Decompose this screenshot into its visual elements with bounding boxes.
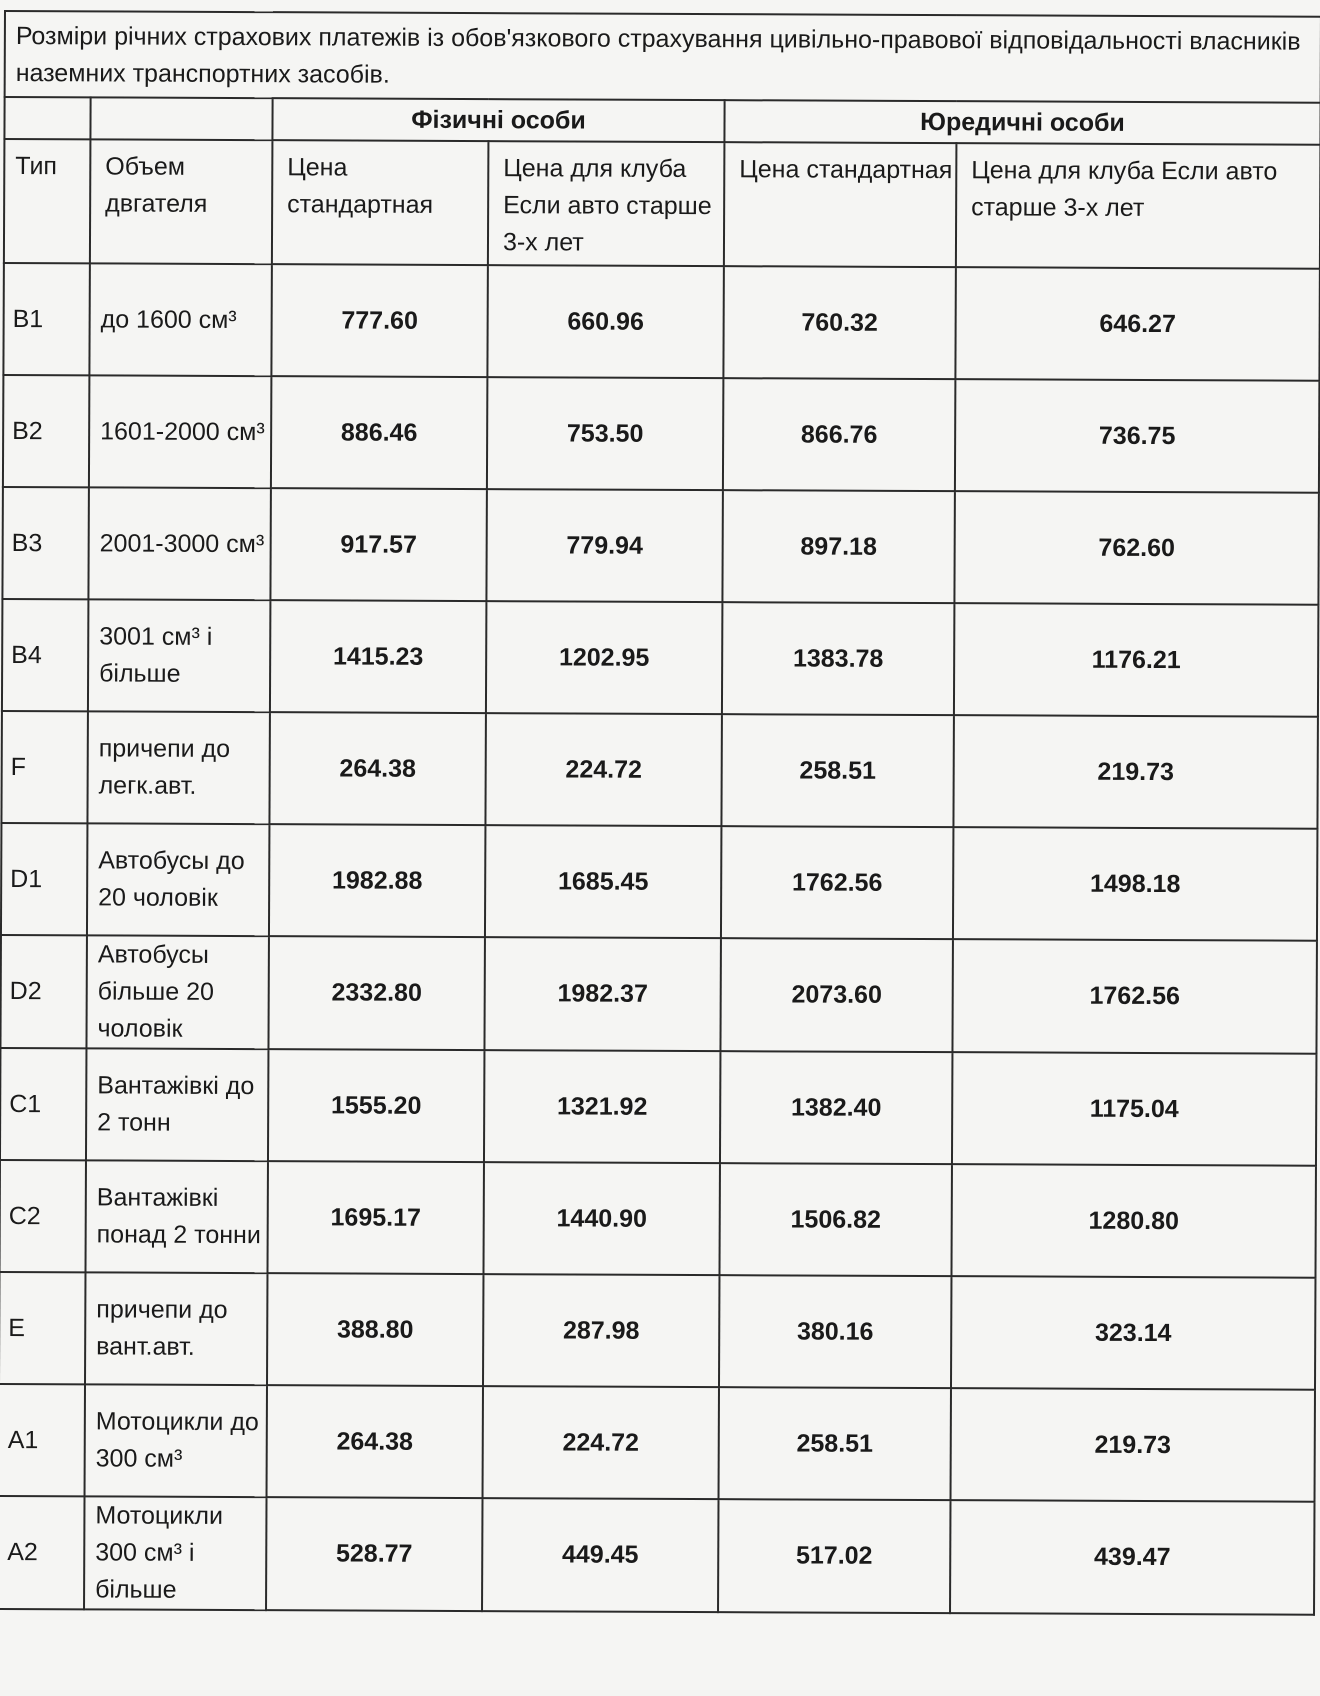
group-legal-entities: Юредичні особи [724, 100, 1320, 145]
table-row [3, 375, 1320, 493]
column-header-row [4, 139, 1320, 269]
row-volume-cell: причепи до легк.авт. [87, 711, 269, 824]
title-row [5, 11, 1320, 103]
row-type-cell: B4 [2, 599, 88, 711]
row-individual-club-price: 1982.37 [484, 937, 720, 1051]
row-type-cell: B3 [2, 487, 88, 599]
row-individual-standard-price: 1555.20 [268, 1049, 484, 1162]
table-row [1, 823, 1318, 941]
row-volume-cell: Автобусы більше 20 чоловік [86, 935, 268, 1049]
row-type-cell: E [0, 1272, 85, 1384]
row-legal-standard-price: 1383.78 [722, 602, 954, 715]
row-legal-club-price: 646.27 [955, 267, 1320, 381]
row-legal-standard-price: 897.18 [722, 490, 954, 603]
table-row [3, 263, 1320, 381]
row-individual-standard-price: 388.80 [267, 1273, 483, 1386]
row-individual-club-price: 660.96 [487, 265, 723, 378]
row-volume-cell: Вантажівкі до 2 тонн [86, 1048, 268, 1161]
row-individual-standard-price: 528.77 [266, 1497, 482, 1611]
group-individuals: Фізичні особи [272, 98, 724, 142]
row-legal-club-price: 736.75 [955, 379, 1320, 493]
row-volume-cell: Вантажівкі понад 2 тонни [85, 1160, 267, 1273]
row-legal-standard-price: 258.51 [721, 714, 953, 827]
row-legal-club-price: 219.73 [951, 1388, 1316, 1502]
row-individual-standard-price: 1415.23 [270, 600, 486, 713]
row-type-cell: C1 [0, 1048, 86, 1160]
table-title: Розміри річних страхових платежів із обов'язкового страхування цивільно-правової відповідальності власників наземних транспортних засобів. [5, 11, 1320, 103]
row-individual-club-price: 1440.90 [483, 1162, 719, 1275]
col-header-individual-standard-price: Цена стандартная [272, 140, 489, 265]
row-volume-cell: Мотоцикли до 300 см³ [85, 1384, 267, 1497]
row-volume-cell: Автобусы до 20 чоловік [87, 823, 269, 936]
row-type-cell: D1 [1, 823, 87, 935]
table-row [2, 487, 1319, 605]
row-individual-standard-price: 264.38 [269, 712, 485, 825]
col-header-legal-standard-price: Цена стандартная [724, 142, 957, 267]
row-volume-cell: 2001-3000 см³ [88, 487, 270, 600]
table-row [1, 711, 1318, 829]
blank-header-cell [4, 97, 90, 139]
row-individual-standard-price: 1695.17 [267, 1161, 483, 1274]
col-header-volume: Объем двгателя [90, 139, 273, 264]
row-type-cell: B2 [3, 375, 89, 487]
blank-header-cell [90, 97, 272, 140]
row-legal-standard-price: 380.16 [719, 1275, 951, 1388]
table-row [0, 1496, 1315, 1615]
row-type-cell: B1 [3, 263, 89, 375]
row-legal-standard-price: 1762.56 [721, 826, 953, 939]
row-type-cell: F [1, 711, 87, 823]
row-type-cell: A1 [0, 1384, 85, 1496]
row-legal-standard-price: 866.76 [723, 378, 955, 491]
group-header-row [4, 97, 1320, 145]
row-legal-standard-price: 1506.82 [719, 1163, 951, 1276]
row-volume-cell: 3001 см³ і більше [88, 599, 270, 712]
row-type-cell: A2 [0, 1496, 85, 1609]
row-individual-standard-price: 264.38 [267, 1385, 483, 1498]
table-row [0, 1048, 1316, 1166]
row-legal-standard-price: 760.32 [723, 266, 955, 379]
insurance-rates-table [0, 10, 1320, 1616]
row-legal-club-price: 1176.21 [954, 603, 1319, 717]
page-bottom-edge [0, 1690, 1320, 1696]
row-legal-club-price: 219.73 [953, 715, 1318, 829]
col-header-legal-club-price: Цена для клуба Если авто старше 3-х лет [956, 143, 1320, 269]
row-individual-club-price: 753.50 [487, 377, 723, 490]
row-legal-club-price: 762.60 [954, 491, 1319, 605]
row-individual-club-price: 287.98 [483, 1274, 719, 1387]
col-header-type: Тип [4, 139, 91, 263]
row-individual-club-price: 1321.92 [484, 1050, 720, 1163]
row-volume-cell: Мотоцикли 300 см³ і більше [84, 1496, 266, 1610]
row-individual-standard-price: 917.57 [270, 488, 486, 601]
row-individual-standard-price: 1982.88 [269, 824, 485, 937]
row-legal-standard-price: 1382.40 [720, 1051, 952, 1164]
row-legal-club-price: 1175.04 [952, 1052, 1317, 1166]
row-legal-club-price: 439.47 [950, 1500, 1315, 1615]
table-row [0, 1384, 1315, 1502]
row-individual-standard-price: 886.46 [271, 376, 487, 489]
row-legal-standard-price: 258.51 [719, 1387, 951, 1500]
row-volume-cell: до 1600 см³ [89, 263, 271, 376]
row-volume-cell: 1601-2000 см³ [89, 375, 271, 488]
row-legal-club-price: 323.14 [951, 1276, 1316, 1390]
table-row [0, 1272, 1316, 1390]
row-individual-club-price: 224.72 [483, 1386, 719, 1499]
row-legal-club-price: 1762.56 [952, 939, 1317, 1054]
table-row [0, 1160, 1316, 1278]
col-header-individual-club-price: Цена для клуба Если авто старше 3-х лет [488, 141, 725, 266]
row-individual-club-price: 1685.45 [485, 825, 721, 938]
row-individual-club-price: 449.45 [482, 1498, 718, 1612]
row-legal-standard-price: 2073.60 [720, 938, 952, 1052]
row-individual-standard-price: 2332.80 [268, 936, 484, 1050]
row-legal-club-price: 1280.80 [951, 1164, 1316, 1278]
table-row [2, 599, 1319, 717]
table-row [0, 935, 1317, 1054]
row-individual-club-price: 1202.95 [486, 601, 722, 714]
row-individual-standard-price: 777.60 [271, 264, 487, 377]
row-individual-club-price: 224.72 [485, 713, 721, 826]
row-legal-standard-price: 517.02 [718, 1499, 950, 1613]
row-legal-club-price: 1498.18 [953, 827, 1318, 941]
row-type-cell: D2 [0, 935, 86, 1048]
row-volume-cell: причепи до вант.авт. [85, 1272, 267, 1385]
row-individual-club-price: 779.94 [486, 489, 722, 602]
row-type-cell: C2 [0, 1160, 86, 1272]
